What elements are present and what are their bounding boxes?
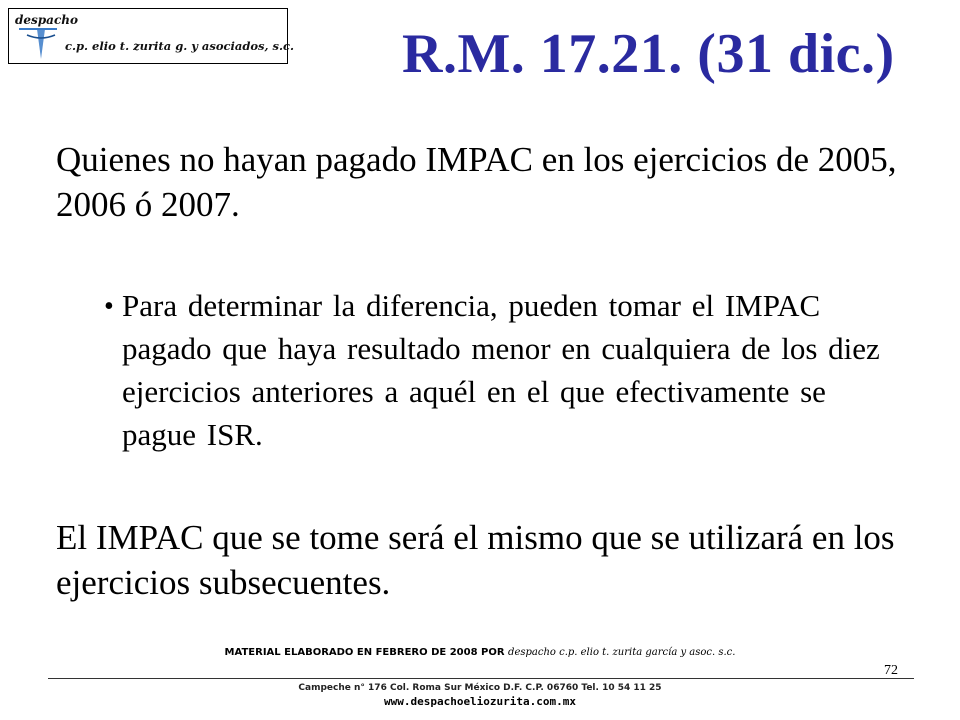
footer-website: www.despachoeliozurita.com.mx bbox=[383, 695, 577, 708]
footer-address: Campeche n° 176 Col. Roma Sur México D.F. C.P. 06760 Tel. 10 54 11 25 bbox=[298, 683, 662, 693]
footer-material: MATERIAL ELABORADO EN FEBRERO DE 2008 POR bbox=[224, 647, 505, 658]
footer-signature: despacho c.p. elio t. zurita garcía y asoc. s.c. bbox=[508, 647, 736, 658]
compass-mark-icon bbox=[17, 25, 61, 61]
footer-credit bbox=[0, 647, 960, 658]
paragraph-conclusion: El IMPAC que se tome será el mismo que se utilizará en los ejercicios subsecuentes. bbox=[56, 518, 895, 602]
footer-divider bbox=[48, 678, 914, 679]
page-number: 72 bbox=[884, 663, 898, 678]
logo-firm-name: c.p. elio t. zurita g. y asociados, s.c. bbox=[65, 39, 295, 53]
bullet-dot-icon: • bbox=[104, 291, 114, 322]
firm-logo bbox=[8, 8, 295, 64]
paragraph-intro: Quienes no hayan pagado IMPAC en los ejercicios de 2005, 2006 ó 2007. bbox=[56, 140, 897, 224]
logo-wordmark: despacho bbox=[15, 13, 78, 27]
bullet-text: Para determinar la diferencia, pueden tomar el IMPAC pagado que haya resultado menor en cualquiera de los diez ejercicios anteriores a aquél en el que efectivamente se pague ISR. bbox=[122, 288, 880, 452]
slide-title: R.M. 17.21. (31 dic.) bbox=[402, 23, 895, 85]
